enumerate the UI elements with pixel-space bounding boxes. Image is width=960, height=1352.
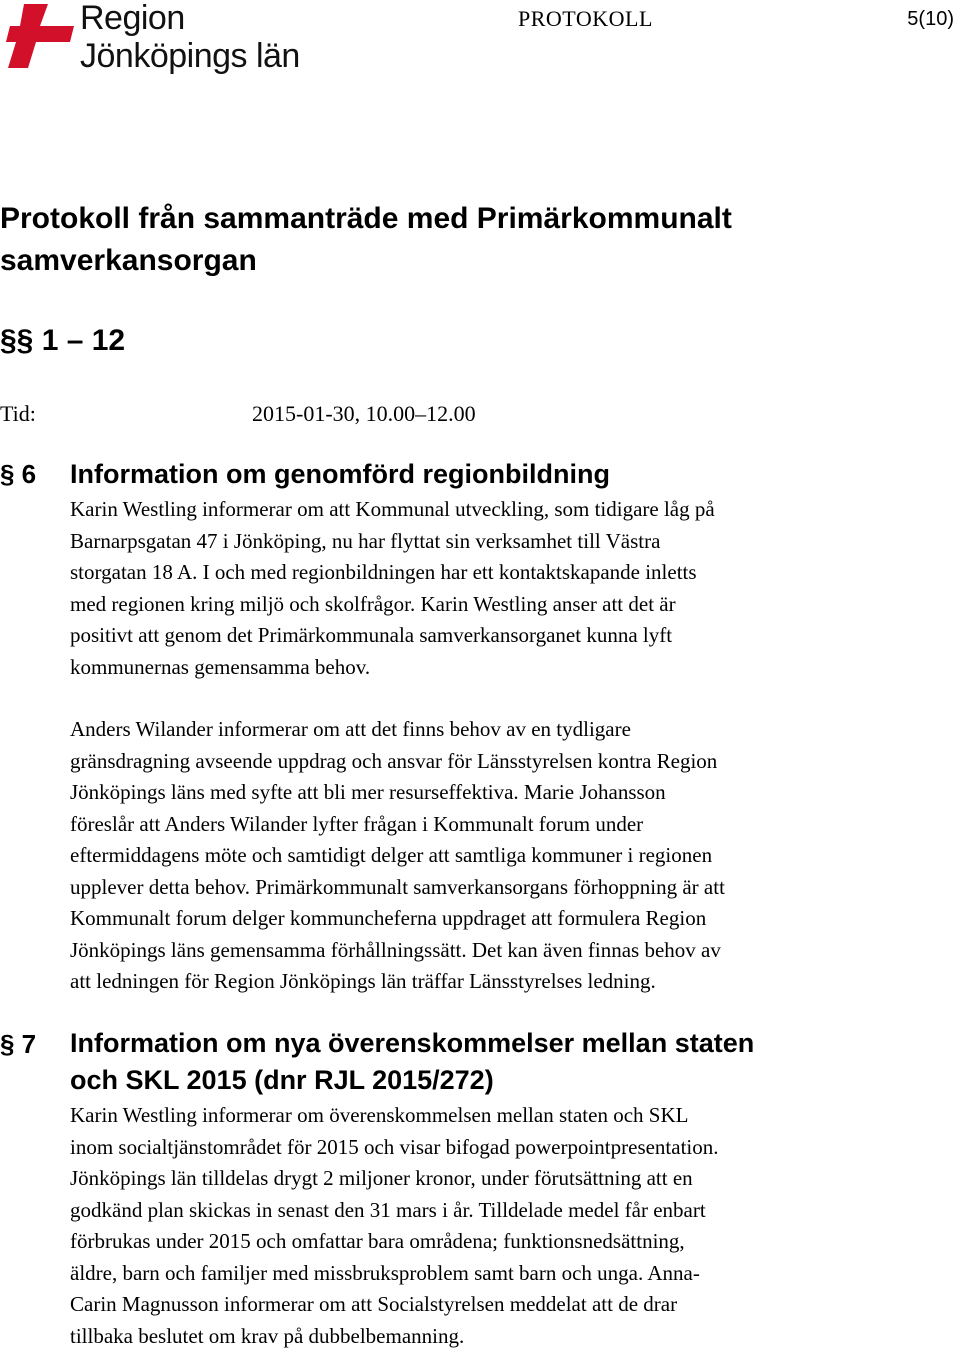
section-6-number: § 6 — [0, 459, 36, 490]
document-title-line-1: Protokoll från sammanträde med Primärkommunalt — [0, 198, 732, 240]
paragraph-line: godkänd plan skickas in senast den 31 mars i år. Tilldelade medel får enbart — [70, 1195, 830, 1227]
paragraph-line: Jönköpings läns gemensamma förhållningssätt. Det kan även finnas behov av — [70, 935, 830, 967]
paragraph-line: Karin Westling informerar om överenskommelsen mellan staten och SKL — [70, 1100, 830, 1132]
paragraph-line: Kommunalt forum delger kommuncheferna uppdraget att formulera Region — [70, 903, 830, 935]
paragraph-line: upplever detta behov. Primärkommunalt samverkansorgans förhoppning är att — [70, 872, 830, 904]
paragraph-line: Jönköpings läns med syfte att bli mer resurseffektiva. Marie Johansson — [70, 777, 830, 809]
section-6-title: Information om genomförd regionbildning — [70, 456, 610, 493]
paragraph-line: tillbaka beslutet om krav på dubbelbemanning. — [70, 1321, 830, 1352]
paragraph-line: att ledningen för Region Jönköpings län träffar Länsstyrelses ledning. — [70, 966, 830, 998]
paragraph-line: med regionen kring miljö och skolfrågor. Karin Westling anser att det är — [70, 589, 830, 621]
paragraph-line: kommunernas gemensamma behov. — [70, 652, 830, 684]
paragraph-line: positivt att genom det Primärkommunala samverkansorganet kunna lyft — [70, 620, 830, 652]
paragraph-line: eftermiddagens möte och samtidigt delger att samtliga kommuner i regionen — [70, 840, 830, 872]
document-title-line-2: samverkansorgan — [0, 240, 257, 282]
paragraph-line: inom socialtjänstområdet för 2015 och visar bifogad powerpointpresentation. — [70, 1132, 830, 1164]
section-7-number: § 7 — [0, 1029, 36, 1060]
paragraph-line: föreslår att Anders Wilander lyfter frågan i Kommunalt forum under — [70, 809, 830, 841]
document-type: PROTOKOLL — [518, 6, 653, 32]
paragraph-line: Karin Westling informerar om att Kommunal utveckling, som tidigare låg på — [70, 494, 830, 526]
paragraph-line: äldre, barn och familjer med missbruksproblem samt barn och unga. Anna- — [70, 1258, 830, 1290]
time-label: Tid: — [0, 401, 36, 427]
logo-line-jonkopings-lan: Jönköpings län — [80, 38, 300, 74]
section-7-paragraph-1 — [70, 1100, 830, 1352]
paragraph-line: Barnarpsgatan 47 i Jönköping, nu har flyttat sin verksamhet till Västra — [70, 526, 830, 558]
section-7-title-line-1: Information om nya överenskommelser mellan staten — [70, 1025, 754, 1062]
section-range-heading: §§ 1 – 12 — [0, 324, 125, 358]
logo-line-region: Region — [80, 0, 185, 36]
section-7-title-line-2: och SKL 2015 (dnr RJL 2015/272) — [70, 1062, 494, 1099]
paragraph-line: gränsdragning avseende uppdrag och ansvar för Länsstyrelsen kontra Region — [70, 746, 830, 778]
page-number: 5(10) — [907, 8, 954, 31]
time-value: 2015-01-30, 10.00–12.00 — [252, 401, 476, 427]
region-logo-icon — [6, 2, 76, 70]
paragraph-line: Jönköpings län tilldelas drygt 2 miljoner kronor, under förutsättning att en — [70, 1163, 830, 1195]
paragraph-line: Carin Magnusson informerar om att Socialstyrelsen meddelat att de drar — [70, 1289, 830, 1321]
paragraph-line: storgatan 18 A. I och med regionbildningen har ett kontaktskapande inletts — [70, 557, 830, 589]
section-6-paragraph-2 — [70, 714, 830, 998]
paragraph-line: förbrukas under 2015 och omfattar bara områdena; funktionsnedsättning, — [70, 1226, 830, 1258]
paragraph-line: Anders Wilander informerar om att det finns behov av en tydligare — [70, 714, 830, 746]
section-6-paragraph-1 — [70, 494, 830, 683]
